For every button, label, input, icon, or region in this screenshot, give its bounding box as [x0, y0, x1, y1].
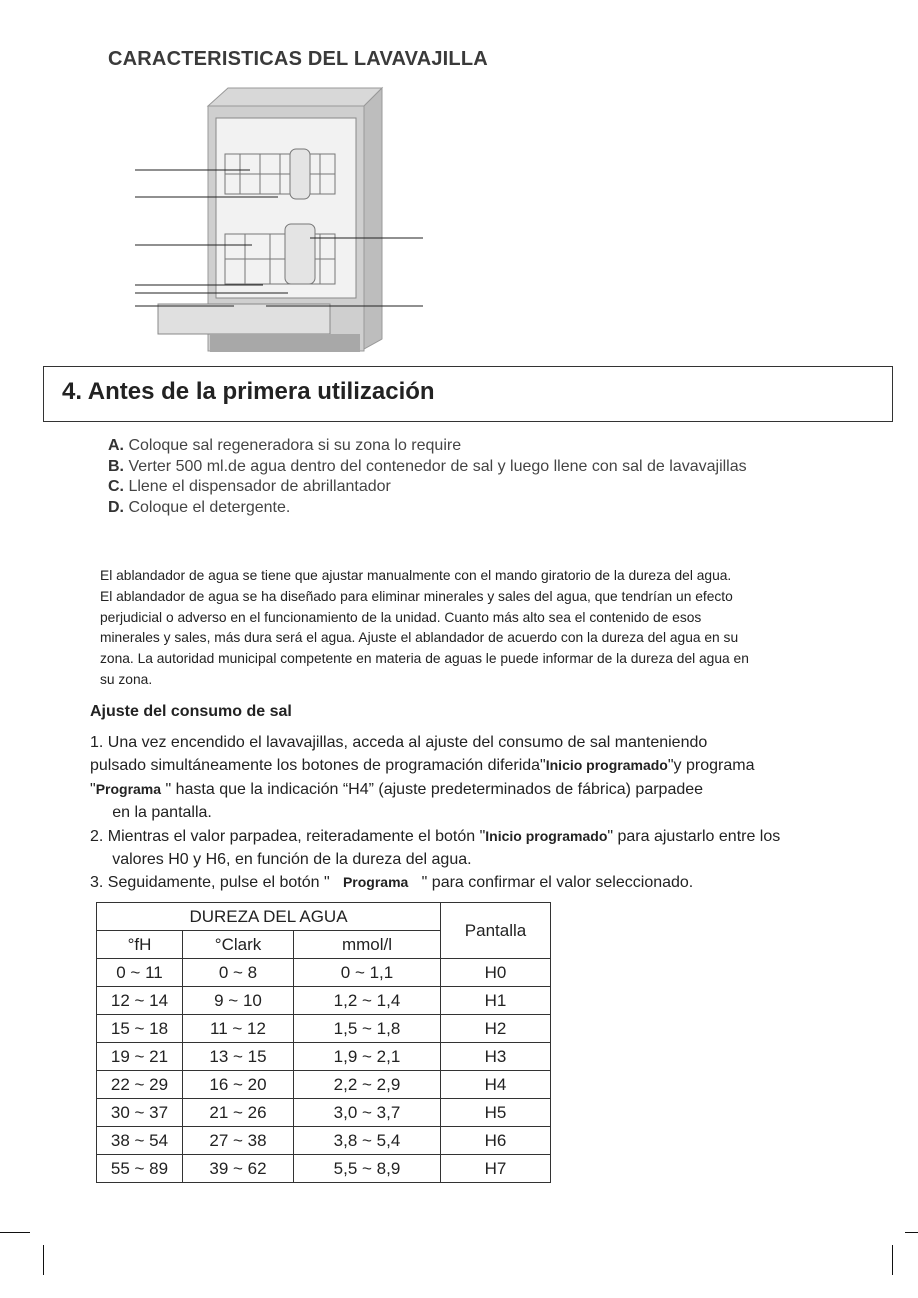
- table-cell: 0 ~ 11: [97, 959, 183, 987]
- text: 2. Mientras el valor parpadea, reiteradamente el botón ": [90, 827, 486, 845]
- text: ": [90, 780, 96, 798]
- button-label-inicio: Inicio programado: [485, 827, 608, 844]
- table-cell: H1: [441, 987, 551, 1015]
- table-cell: H6: [441, 1127, 551, 1155]
- step-text: Coloque el detergente.: [124, 498, 291, 516]
- table-row: [97, 959, 551, 987]
- table-cell: H2: [441, 1015, 551, 1043]
- table-cell: 1,2 ~ 1,4: [294, 987, 441, 1015]
- table-cell: 55 ~ 89: [97, 1155, 183, 1183]
- table-cell: 2,2 ~ 2,9: [294, 1071, 441, 1099]
- paragraph-line: minerales y sales, más dura será el agua. Ajuste el ablandador de acuerdo con la dureza del agua en su: [100, 630, 739, 646]
- table-cell: 13 ~ 15: [183, 1043, 294, 1071]
- table-cell: 1,5 ~ 1,8: [294, 1015, 441, 1043]
- table-cell: 3,0 ~ 3,7: [294, 1099, 441, 1127]
- table-cell: 3,8 ~ 5,4: [294, 1127, 441, 1155]
- text: " hasta que la indicación “H4” (ajuste predeterminados de fábrica) parpadee: [161, 780, 704, 798]
- paragraph-line: El ablandador de agua se ha diseñado para eliminar minerales y sales del agua, que tendrían un efecto: [100, 588, 733, 604]
- table-cell: 16 ~ 20: [183, 1071, 294, 1099]
- table-cell: 39 ~ 62: [183, 1155, 294, 1183]
- table-cell: 12 ~ 14: [97, 987, 183, 1015]
- table-row: [97, 987, 551, 1015]
- step-letter: D.: [108, 498, 124, 516]
- group-header: DUREZA DEL AGUA: [97, 903, 441, 931]
- table-row: [97, 1099, 551, 1127]
- preparation-steps: [108, 436, 747, 518]
- step-d: [108, 498, 747, 519]
- instruction-line: en la pantalla.: [90, 804, 212, 822]
- step-text: Coloque sal regeneradora si su zona lo require: [124, 437, 462, 454]
- table-cell: 30 ~ 37: [97, 1099, 183, 1127]
- page-title: CARACTERISTICAS DEL LAVAVAJILLA: [108, 48, 488, 70]
- instruction-line: valores H0 y H6, en función de la dureza del agua.: [90, 851, 472, 869]
- section-title: 4. Antes de la primera utilización: [62, 378, 435, 405]
- paragraph-line: su zona.: [100, 671, 153, 687]
- table-cell: 1,9 ~ 2,1: [294, 1043, 441, 1071]
- table-row: [97, 1015, 551, 1043]
- text: " para confirmar el valor seleccionado.: [408, 874, 694, 892]
- water-hardness-table: [96, 902, 551, 1183]
- table-cell: H7: [441, 1155, 551, 1183]
- table-cell: 27 ~ 38: [183, 1127, 294, 1155]
- step-letter: B.: [108, 457, 124, 475]
- crop-mark: [43, 1245, 44, 1275]
- crop-mark: [0, 1232, 30, 1233]
- button-label-programa: Programa: [95, 780, 162, 797]
- instruction-line: [90, 871, 890, 894]
- step-letter: C.: [108, 478, 124, 495]
- section-header-box: [43, 366, 893, 422]
- display-header: Pantalla: [441, 903, 551, 959]
- table-cell: H3: [441, 1043, 551, 1071]
- paragraph-line: zona. La autoridad municipal competente en materia de aguas le puede informar de la dureza del agua en: [100, 651, 749, 667]
- table-cell: 0 ~ 1,1: [294, 959, 441, 987]
- instruction-line: 1. Una vez encendido el lavavajillas, acceda al ajuste del consumo de sal manteniendo: [90, 734, 708, 751]
- table-cell: H4: [441, 1071, 551, 1099]
- table-header-row: [97, 903, 551, 931]
- table-row: [97, 1155, 551, 1183]
- table-cell: 11 ~ 12: [183, 1015, 294, 1043]
- text: "y programa: [667, 757, 755, 775]
- table-cell: 0 ~ 8: [183, 959, 294, 987]
- table-cell: 38 ~ 54: [97, 1127, 183, 1155]
- instruction-line: [90, 754, 890, 777]
- softener-paragraph: [100, 566, 880, 691]
- instruction-line: [90, 778, 890, 801]
- salt-instructions: [90, 731, 890, 895]
- text: 3. Seguidamente, pulse el botón ": [90, 874, 343, 892]
- dishwasher-illustration: [130, 84, 430, 359]
- column-header: °Clark: [183, 931, 294, 959]
- table-cell: 22 ~ 29: [97, 1071, 183, 1099]
- step-a: [108, 436, 747, 457]
- step-text: Verter 500 ml.de agua dentro del contenedor de sal y luego llene con sal de lavavajillas: [124, 457, 747, 475]
- instruction-line: [90, 825, 890, 848]
- table-cell: H5: [441, 1099, 551, 1127]
- table-row: [97, 1071, 551, 1099]
- text: " para ajustarlo entre los: [607, 827, 781, 845]
- table-row: [97, 1043, 551, 1071]
- crop-mark: [892, 1245, 893, 1275]
- button-label-programa: Programa: [342, 874, 409, 891]
- step-b: [108, 457, 747, 478]
- paragraph-line: perjudicial o adverso en el funcionamiento de la unidad. Cuanto más alto sea el contenido de esos: [100, 609, 702, 625]
- crop-mark: [905, 1232, 918, 1233]
- table-cell: 5,5 ~ 8,9: [294, 1155, 441, 1183]
- table-cell: 9 ~ 10: [183, 987, 294, 1015]
- table-row: [97, 1127, 551, 1155]
- column-header: °fH: [97, 931, 183, 959]
- table-cell: 15 ~ 18: [97, 1015, 183, 1043]
- step-letter: A.: [108, 437, 124, 454]
- table-cell: 21 ~ 26: [183, 1099, 294, 1127]
- table-cell: H0: [441, 959, 551, 987]
- step-text: Llene el dispensador de abrillantador: [124, 478, 391, 495]
- salt-heading: Ajuste del consumo de sal: [90, 703, 292, 720]
- text: pulsado simultáneamente los botones de programación diferida": [90, 757, 546, 775]
- column-header: mmol/l: [294, 931, 441, 959]
- button-label-inicio: Inicio programado: [545, 757, 668, 774]
- paragraph-line: El ablandador de agua se tiene que ajustar manualmente con el mando giratorio de la dureza del agua.: [100, 568, 732, 583]
- step-c: [108, 477, 747, 498]
- table-cell: 19 ~ 21: [97, 1043, 183, 1071]
